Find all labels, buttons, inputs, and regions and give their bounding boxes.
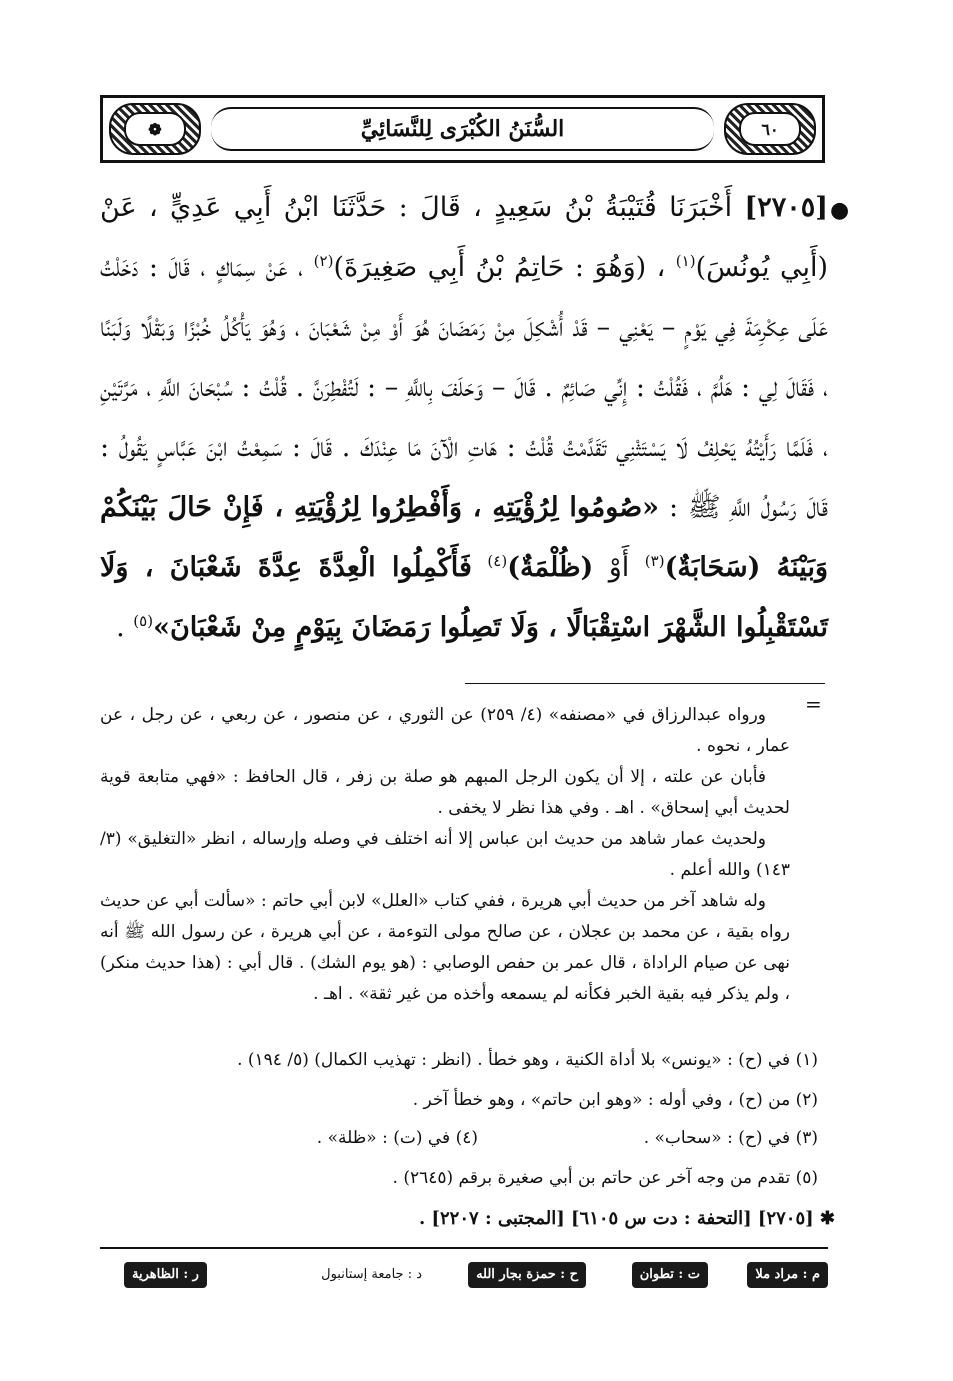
footnote-2: (٢) من (ح) ، وفي أوله : «وهو ابن حاتم» ، وهو خطأ آخر . [412, 1090, 818, 1110]
page-number-ornament [724, 103, 816, 155]
manuscript-t: ت : تطوان [632, 1262, 708, 1288]
note-paragraph: ولحديث عمار شاهد من حديث ابن عباس إلا أنه اختلف في وصله وإرساله ، انظر «التغليق» (٣/ ١٤٣) والله أعلم . [100, 829, 790, 880]
notes-block [100, 700, 790, 1010]
note-paragraph: ورواه عبدالرزاق في «مصنفه» (٤/ ٢٥٩) عن الثوري ، عن منصور ، عن ربعي ، عن رجل ، عن عمار ، نحوه . [100, 705, 790, 756]
ornament-emblem-icon: ❁ [124, 112, 186, 146]
prophetic-text-a: «صُومُوا لِرُؤْيَتِهِ ، وَأَفْطِرُوا لِرُؤْيَتِهِ ، فَإِنْ حَالَ بَيْنَكُمْ وَبَيْنَهُ (سَحَابَةٌ) [100, 492, 828, 583]
footnote-ref-5: (٥) [133, 612, 154, 630]
book-title: السُّنَنُ الكُبْرَى لِلنَّسَائِيِّ [211, 107, 714, 151]
footnote-4: (٤) في (ت) : «ظلة» . [316, 1128, 478, 1148]
note-paragraph: فأبان عن علته ، إلا أن يكون الرجل المبهم هو صلة بن زفر ، قال الحافظ : «فهي متابعة قوية لحديث أبي إسحاق» . اهـ . وفي هذا نظر لا يخفى . [100, 767, 790, 818]
left-ornament [109, 103, 201, 155]
hadith-part2: ، (وَهُوَ : حَاتِمُ بْنُ أَبِي صَغِيرَةَ) [333, 252, 666, 283]
hadith-text [100, 178, 828, 658]
hadith-part3: ، عَنْ سِمَاكٍ ، قَالَ : دَخَلْتُ عَلَى عِكْرِمَةَ فِي يَوْمٍ – يَعْنِي – قَدْ أُشْكِلَ مِنْ رَمَضَانَ هُوَ أَوْ مِنْ شَعْبَانَ ، وَهُوَ يَأْكُلُ خُبْزًا وَبَقْلًا وَلَبَنًا ، فَقَالَ لِي : هَلُمَّ ، فَقُلْتُ : إِنِّي صَائِمٌ . قَالَ – وَحَلَفَ بِاللَّهِ – : لَتُفْطِرَنَّ . قُلْتُ : سُبْحَانَ اللَّهِ ، مَرَّتَيْنِ ، فَلَمَّا رَأَيْتُهُ يَحْلِفُ لَا يَسْتَثْنِي تَقَدَّمْتُ قُلْتُ : هَاتِ الْآنَ مَا عِنْدَكَ . قَالَ : سَمِعْتُ ابْنَ عَبَّاسٍ يَقُولُ : قَالَ رَسُولُ اللَّهِ ﷺ : [100, 252, 829, 523]
continuation-mark: = [805, 692, 822, 716]
page-header [100, 95, 825, 163]
bottom-rule [100, 1247, 828, 1249]
bullet-icon: ● [830, 198, 850, 223]
footnote-ref-2: (٢) [313, 252, 334, 270]
manuscript-h: ح : حمزة بجار الله [468, 1262, 586, 1288]
page-number: ٦٠ [739, 112, 801, 146]
tuhfa-reference: ✱ [٢٧٠٥] [التحفة : دت س ٦١٠٥] [المجتبى : ٢٢٠٧] . [418, 1208, 835, 1229]
footnote-ref-3: (٣) [644, 552, 665, 570]
prophetic-text-c: فَأَكْمِلُوا الْعِدَّةَ عِدَّةَ شَعْبَانَ ، وَلَا تَسْتَقْبِلُوا الشَّهْرَ اسْتِقْبَالًا ، وَلَا تَصِلُوا رَمَضَانَ بِيَوْمٍ مِنْ شَعْبَانَ» [100, 552, 828, 643]
or-word: أَوْ [608, 552, 630, 583]
footnote-3: (٣) في (ح) : «سحاب» . [643, 1128, 818, 1148]
hadith-end: . [116, 612, 125, 643]
footnote-1: (١) في (ح) : «يونس» بلا أداة الكنية ، وهو خطأ . (انظر : تهذيب الكمال) (٥/ ١٩٤) . [237, 1050, 818, 1070]
footnote-ref-4: (٤) [487, 552, 508, 570]
manuscript-m: م : مراد ملا [747, 1262, 828, 1288]
footnote-ref-1: (١) [675, 252, 696, 270]
manuscripts-bar [100, 1262, 828, 1292]
hadith-number: [٢٧٠٥] [744, 192, 828, 223]
manuscript-d: د : جامعة إستانبول [321, 1267, 422, 1282]
footnote-divider [465, 683, 825, 684]
note-paragraph: وله شاهد آخر من حديث أبي هريرة ، ففي كتاب «العلل» لابن أبي حاتم : «سألت أبي عن حديث رواه بقية ، عن محمد بن عجلان ، عن صالح مولى التوءمة ، عن أبي هريرة ، عن رسول الله ﷺ أنه نهى عن صيام الراداة ، قال عمر بن حفص الوصابي : (هو يوم الشك) . قال أبي : (هذا حديث منكر) ، ولم يذكر فيه بقية الخبر فكأنه لم يسمعه وأخذه من غير ثقة» . اهـ . [100, 891, 790, 1004]
manuscript-r: ر : الظاهرية [124, 1262, 207, 1288]
footnote-5: (٥) تقدم من وجه آخر عن حاتم بن أبي صغيرة برقم (٢٦٤٥) . [392, 1168, 818, 1188]
hadith-intro: أَخْبَرَنَا قُتَيْبَةُ بْنُ سَعِيدٍ ، قَالَ : حَدَّثَنَا ابْنُ أَبِي عَدِيٍّ ، عَنْ (أَبِي يُونُسَ) [100, 192, 829, 283]
prophetic-text-b: (ظُلْمَةٌ) [507, 552, 594, 583]
